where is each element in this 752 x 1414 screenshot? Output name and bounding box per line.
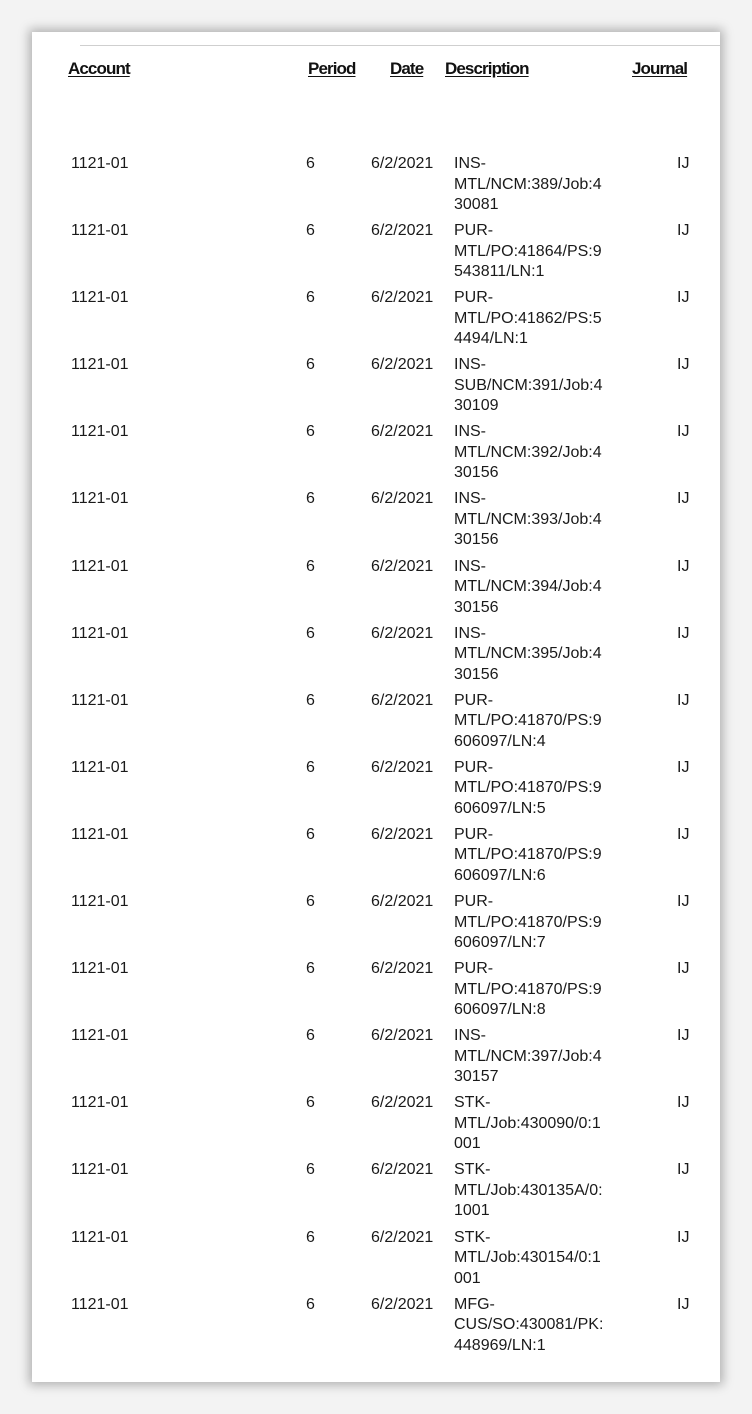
table-row [32, 1026, 720, 1093]
description-cell: INS- MTL/NCM:394/Job:4 30156 [454, 557, 602, 616]
description-cell: MFG- CUS/SO:430081/PK: 448969/LN:1 [454, 1295, 604, 1354]
description-cell: STK- MTL/Job:430154/0:1 001 [454, 1228, 601, 1287]
journal-cell: IJ [677, 222, 690, 240]
date-cell: 6/2/2021 [371, 691, 434, 709]
column-header-journal: Journal [632, 59, 688, 78]
date-cell: 6/2/2021 [371, 825, 434, 843]
table-row [32, 489, 720, 556]
table-row [32, 422, 720, 489]
description-cell: PUR- MTL/PO:41870/PS:9 606097/LN:8 [454, 960, 602, 1019]
account-cell: 1121-01 [71, 1228, 129, 1246]
account-cell: 1121-01 [71, 557, 129, 575]
description-cell: PUR- MTL/PO:41870/PS:9 606097/LN:5 [454, 758, 602, 817]
date-cell: 6/2/2021 [371, 1161, 434, 1179]
period-cell: 6 [306, 289, 315, 307]
date-cell: 6/2/2021 [371, 758, 434, 776]
table-row [32, 1093, 720, 1160]
date-cell: 6/2/2021 [371, 423, 434, 441]
date-cell: 6/2/2021 [371, 356, 434, 374]
description-cell: INS- MTL/NCM:397/Job:4 30157 [454, 1027, 602, 1086]
table-row [32, 691, 720, 758]
description-cell: PUR- MTL/PO:41864/PS:9 543811/LN:1 [454, 222, 602, 281]
table-row [32, 1295, 720, 1362]
description-cell: PUR- MTL/PO:41862/PS:5 4494/LN:1 [454, 289, 602, 348]
date-cell: 6/2/2021 [371, 222, 434, 240]
period-cell: 6 [306, 758, 315, 776]
date-cell: 6/2/2021 [371, 289, 434, 307]
period-cell: 6 [306, 1228, 315, 1246]
period-cell: 6 [306, 624, 315, 642]
journal-cell: IJ [677, 423, 690, 441]
journal-cell: IJ [677, 825, 690, 843]
table-row [32, 624, 720, 691]
journal-cell: IJ [677, 1228, 690, 1246]
account-cell: 1121-01 [71, 490, 129, 508]
description-cell: INS- MTL/NCM:392/Job:4 30156 [454, 423, 602, 482]
period-cell: 6 [306, 1295, 315, 1313]
period-cell: 6 [306, 1094, 315, 1112]
account-cell: 1121-01 [71, 289, 129, 307]
period-cell: 6 [306, 155, 315, 172]
table-row [32, 1228, 720, 1295]
journal-cell: IJ [677, 1027, 690, 1045]
period-cell: 6 [306, 557, 315, 575]
report-page [32, 32, 720, 1382]
journal-cell: IJ [677, 490, 690, 508]
period-cell: 6 [306, 222, 315, 240]
journal-cell: IJ [677, 691, 690, 709]
date-cell: 6/2/2021 [371, 960, 434, 978]
journal-cell: IJ [677, 893, 690, 911]
account-cell: 1121-01 [71, 356, 129, 374]
journal-cell: IJ [677, 624, 690, 642]
description-cell: STK- MTL/Job:430090/0:1 001 [454, 1094, 601, 1153]
date-cell: 6/2/2021 [371, 490, 434, 508]
date-cell: 6/2/2021 [371, 1027, 434, 1045]
table-row [32, 825, 720, 892]
date-cell: 6/2/2021 [371, 1295, 434, 1313]
date-cell: 6/2/2021 [371, 155, 434, 172]
account-cell: 1121-01 [71, 758, 129, 776]
journal-cell: IJ [677, 1295, 690, 1313]
table-row [32, 758, 720, 825]
account-cell: 1121-01 [71, 624, 129, 642]
column-header-description: Description [445, 59, 529, 78]
account-cell: 1121-01 [71, 893, 129, 911]
period-cell: 6 [306, 490, 315, 508]
account-cell: 1121-01 [71, 1161, 129, 1179]
transaction-list [32, 154, 720, 1362]
account-cell: 1121-01 [71, 155, 129, 172]
period-cell: 6 [306, 1161, 315, 1179]
period-cell: 6 [306, 356, 315, 374]
period-cell: 6 [306, 825, 315, 843]
description-cell: PUR- MTL/PO:41870/PS:9 606097/LN:6 [454, 825, 602, 884]
journal-cell: IJ [677, 1161, 690, 1179]
account-cell: 1121-01 [71, 1027, 129, 1045]
period-cell: 6 [306, 691, 315, 709]
date-cell: 6/2/2021 [371, 893, 434, 911]
header-divider [80, 45, 720, 46]
journal-cell: IJ [677, 155, 690, 172]
description-cell: INS- SUB/NCM:391/Job:4 30109 [454, 356, 603, 415]
journal-cell: IJ [677, 557, 690, 575]
journal-cell: IJ [677, 289, 690, 307]
period-cell: 6 [306, 893, 315, 911]
table-row [32, 221, 720, 288]
description-cell: PUR- MTL/PO:41870/PS:9 606097/LN:4 [454, 691, 602, 750]
account-cell: 1121-01 [71, 1295, 129, 1313]
period-cell: 6 [306, 423, 315, 441]
table-row [32, 557, 720, 624]
description-cell: PUR- MTL/PO:41870/PS:9 606097/LN:7 [454, 893, 602, 952]
date-cell: 6/2/2021 [371, 1228, 434, 1246]
date-cell: 6/2/2021 [371, 624, 434, 642]
description-cell: INS- MTL/NCM:395/Job:4 30156 [454, 624, 602, 683]
table-row [32, 288, 720, 355]
date-cell: 6/2/2021 [371, 1094, 434, 1112]
description-cell: STK- MTL/Job:430135A/0: 1001 [454, 1161, 603, 1220]
column-header-period: Period [308, 59, 356, 78]
account-cell: 1121-01 [71, 691, 129, 709]
account-cell: 1121-01 [71, 222, 129, 240]
account-cell: 1121-01 [71, 960, 129, 978]
column-header-account: Account [68, 59, 130, 78]
description-cell: INS- MTL/NCM:389/Job:4 30081 [454, 155, 602, 213]
table-row [32, 892, 720, 959]
table-row [32, 154, 720, 221]
table-row [32, 355, 720, 422]
account-cell: 1121-01 [71, 423, 129, 441]
journal-cell: IJ [677, 1094, 690, 1112]
journal-cell: IJ [677, 960, 690, 978]
description-cell: INS- MTL/NCM:393/Job:4 30156 [454, 490, 602, 549]
journal-cell: IJ [677, 758, 690, 776]
table-row [32, 959, 720, 1026]
account-cell: 1121-01 [71, 825, 129, 843]
account-cell: 1121-01 [71, 1094, 129, 1112]
table-row [32, 1160, 720, 1227]
period-cell: 6 [306, 960, 315, 978]
journal-cell: IJ [677, 356, 690, 374]
column-header-date: Date [390, 59, 424, 78]
period-cell: 6 [306, 1027, 315, 1045]
date-cell: 6/2/2021 [371, 557, 434, 575]
